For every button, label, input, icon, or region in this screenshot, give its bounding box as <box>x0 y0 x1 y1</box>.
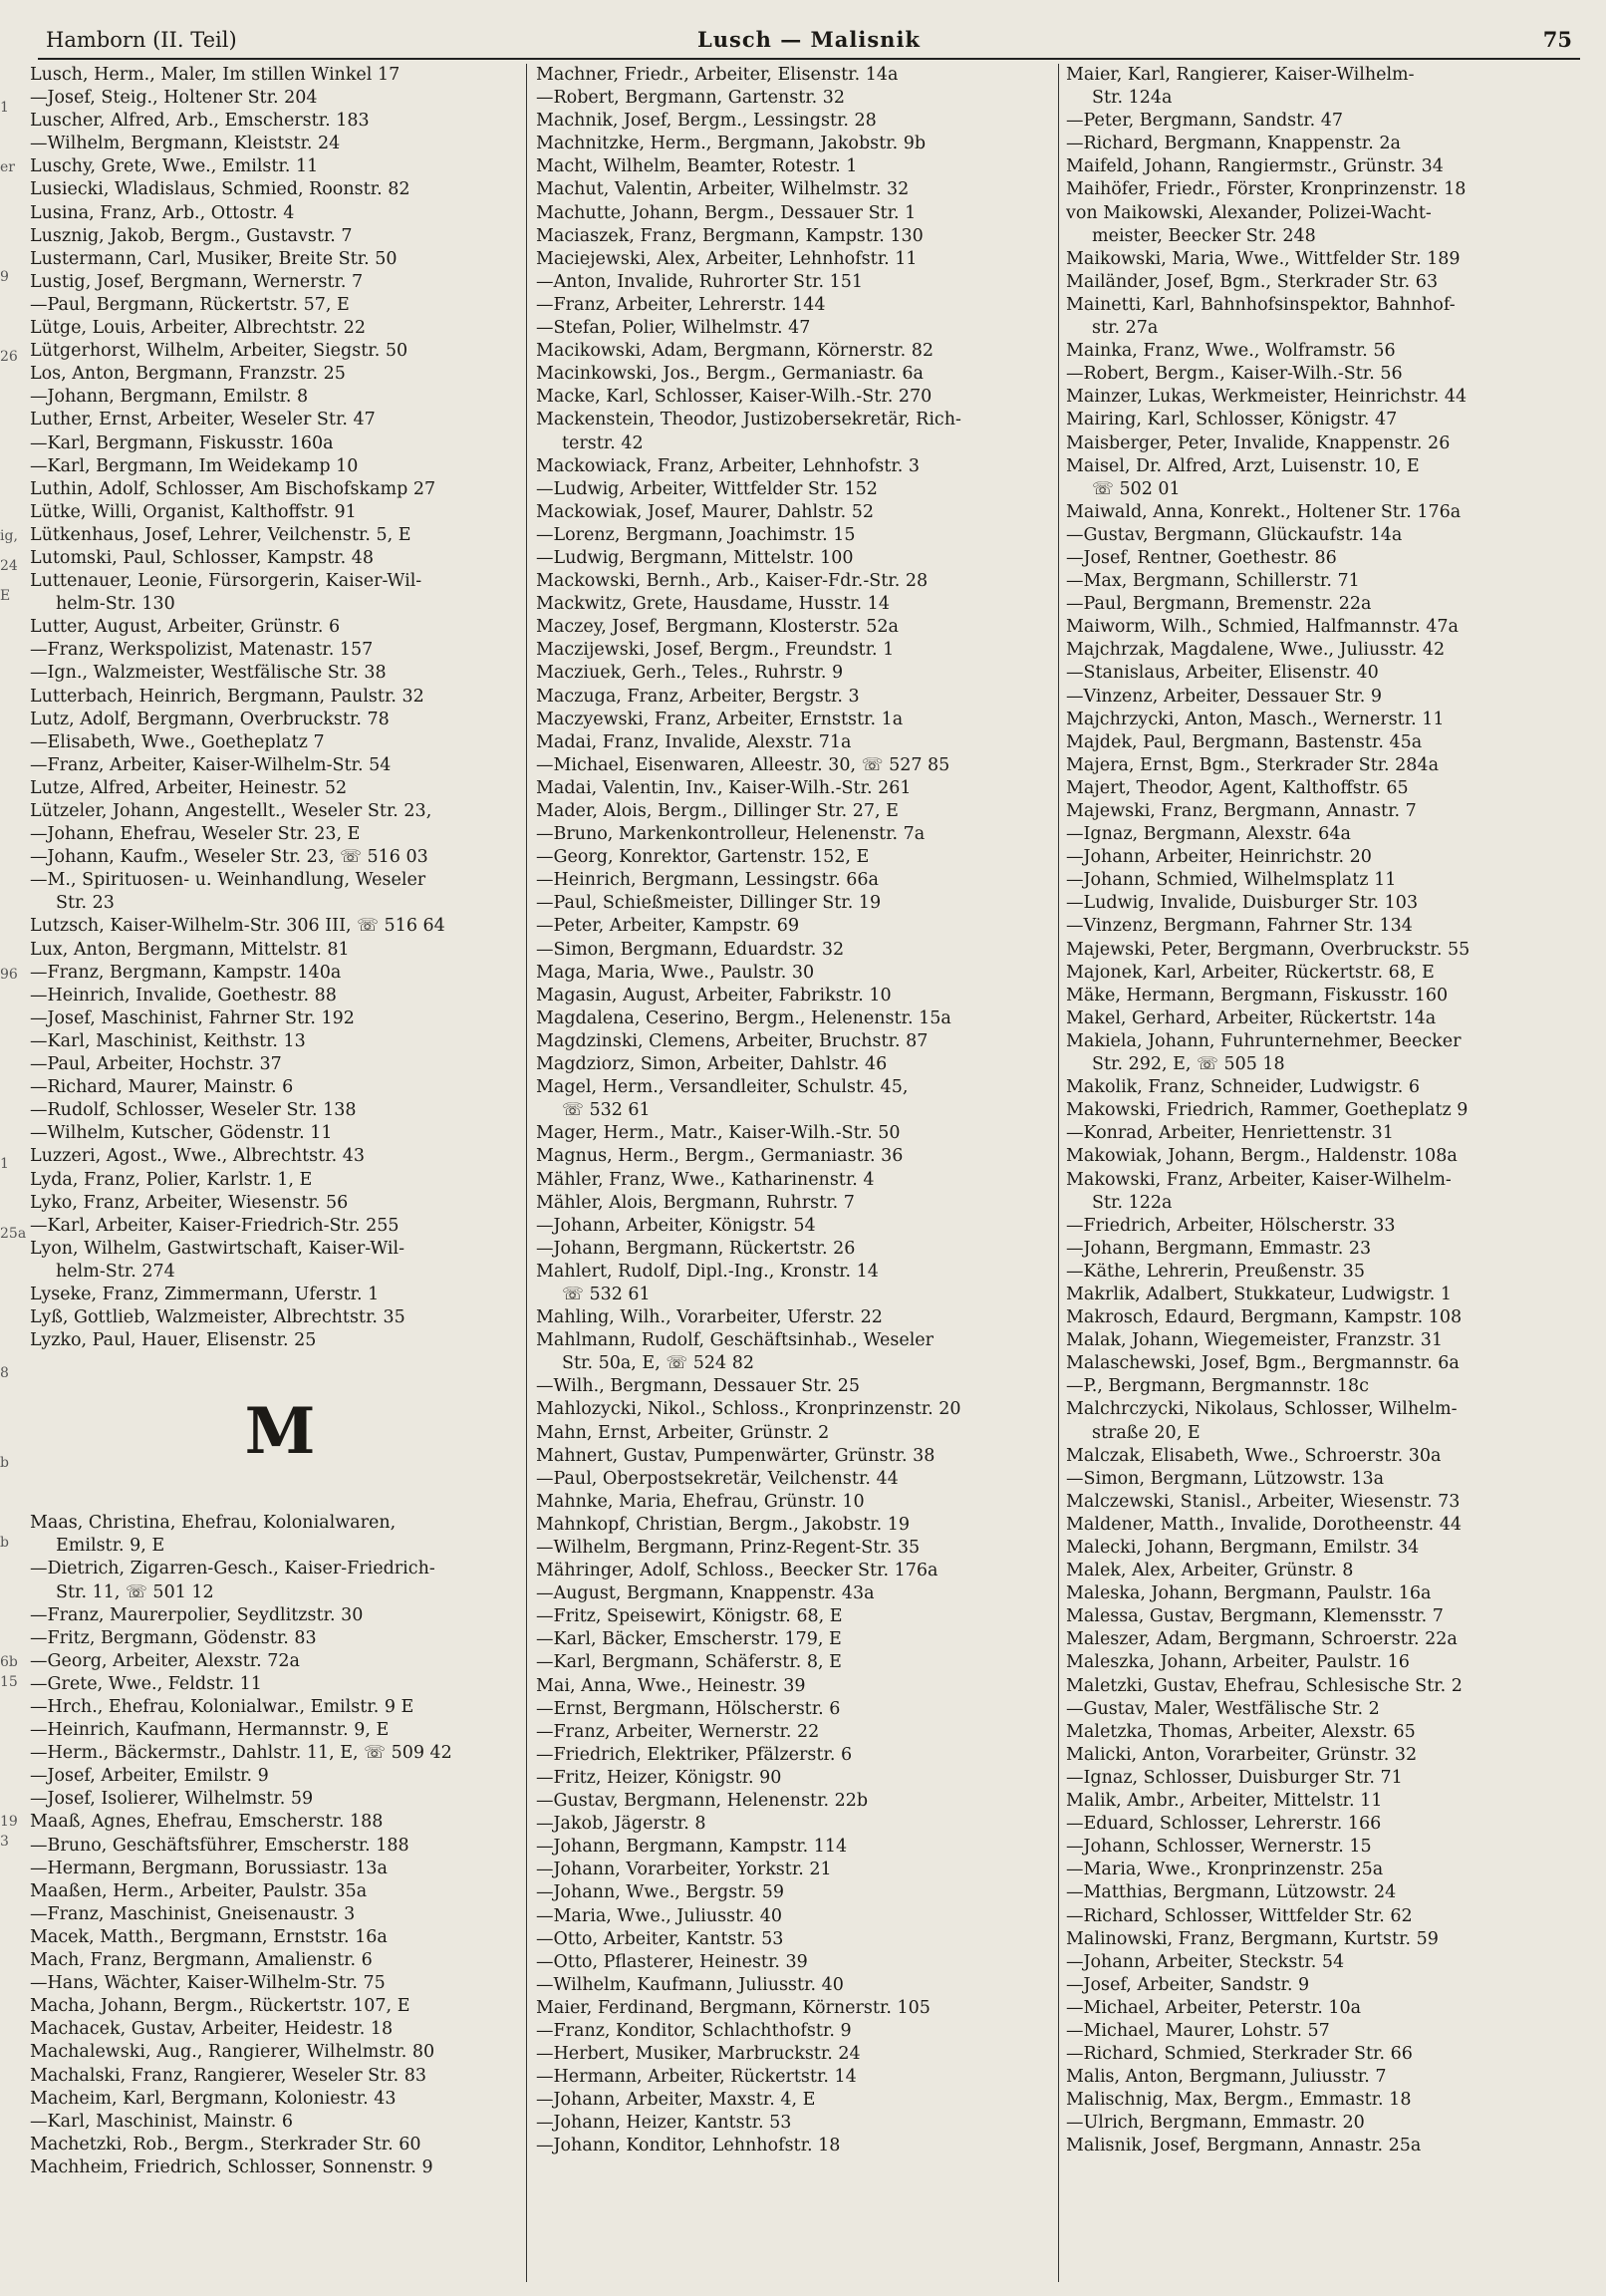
directory-entry: —Peter, Bergmann, Sandstr. 47 <box>1066 111 1344 132</box>
directory-entry: Magdziorz, Simon, Arbeiter, Dahlstr. 46 <box>536 1054 888 1075</box>
directory-entry: Macek, Matth., Bergmann, Ernststr. 16a <box>30 1926 388 1947</box>
directory-entry: Lyon, Wilhelm, Gastwirtschaft, Kaiser-Wil- <box>30 1238 405 1259</box>
directory-entry: Mader, Alois, Bergm., Dillinger Str. 27, E <box>536 801 899 821</box>
directory-entry: —Matthias, Bergmann, Lützowstr. 24 <box>1066 1882 1397 1903</box>
directory-entry: —Franz, Arbeiter, Wernerstr. 22 <box>536 1721 820 1742</box>
directory-entry: —Karl, Bergmann, Fiskusstr. 160a <box>30 432 334 453</box>
directory-entry: Maifeld, Johann, Rangiermstr., Grünstr. 34 <box>1066 156 1444 177</box>
directory-entry: —Johann, Arbeiter, Steckstr. 54 <box>1066 1951 1345 1972</box>
directory-entry: Lusina, Franz, Arb., Ottostr. 4 <box>30 202 295 223</box>
directory-entry: Macht, Wilhelm, Beamter, Rotestr. 1 <box>536 156 858 177</box>
section-letter: M <box>244 1394 316 1470</box>
directory-entry: —Johann, Arbeiter, Maxstr. 4, E <box>536 2090 816 2111</box>
directory-entry: —August, Bergmann, Knappenstr. 43a <box>536 1583 875 1604</box>
directory-entry: Magdalena, Ceserino, Bergm., Helenenstr. 15a <box>536 1007 951 1028</box>
directory-entry: —Karl, Bäcker, Emscherstr. 179, E <box>536 1629 842 1650</box>
directory-entry: Mahlmann, Rudolf, Geschäftsinhab., Weseler <box>536 1330 935 1351</box>
header-left: Hamborn (II. Teil) <box>46 28 237 52</box>
directory-entry: Malisnik, Josef, Bergmann, Annastr. 25a <box>1066 2136 1422 2156</box>
directory-entry: —Josef, Isolierer, Wilhelmstr. 59 <box>30 1789 314 1810</box>
directory-entry: —Elisabeth, Wwe., Goetheplatz 7 <box>30 731 325 752</box>
directory-entry: Majewski, Peter, Bergmann, Overbruckstr. 55 <box>1066 939 1471 960</box>
directory-entry: Emilstr. 9, E <box>56 1536 165 1557</box>
directory-entry: —Fritz, Speisewirt, Königstr. 68, E <box>536 1606 843 1627</box>
directory-entry: —Maria, Wwe., Juliusstr. 40 <box>536 1905 782 1926</box>
directory-entry: —Johann, Kaufm., Weseler Str. 23, ☏ 516 03 <box>30 847 428 868</box>
directory-entry: Luscher, Alfred, Arb., Emscherstr. 183 <box>30 111 370 132</box>
directory-entry: —Konrad, Arbeiter, Henriettenstr. 31 <box>1066 1123 1394 1144</box>
directory-entry: —Johann, Ehefrau, Weseler Str. 23, E <box>30 824 361 845</box>
directory-entry: Macziuek, Gerh., Teles., Ruhrstr. 9 <box>536 663 844 684</box>
directory-entry: —Karl, Bergmann, Schäferstr. 8, E <box>536 1652 842 1673</box>
directory-entry: —Ignaz, Bergmann, Alexstr. 64a <box>1066 824 1351 845</box>
directory-entry: Maier, Ferdinand, Bergmann, Körnerstr. 105 <box>536 1997 931 2018</box>
directory-entry: —Friedrich, Elektriker, Pfälzerstr. 6 <box>536 1744 853 1765</box>
directory-entry: Makowski, Friedrich, Rammer, Goetheplatz 9 <box>1066 1100 1469 1121</box>
directory-entry: Str. 124a <box>1092 88 1173 109</box>
directory-entry: Makel, Gerhard, Arbeiter, Rückertstr. 14a <box>1066 1007 1437 1028</box>
directory-entry: Lutzsch, Kaiser-Wilhelm-Str. 306 III, ☏ 516 64 <box>30 916 445 937</box>
directory-entry: —Ign., Walzmeister, Westfälische Str. 38 <box>30 663 387 684</box>
directory-entry: Lux, Anton, Bergmann, Mittelstr. 81 <box>30 939 350 960</box>
directory-entry: Mai, Anna, Wwe., Heinestr. 39 <box>536 1675 806 1696</box>
column-3-entries <box>1066 64 1584 2158</box>
margin-mark: E <box>0 588 11 604</box>
directory-entry: Malak, Johann, Wiegemeister, Franzstr. 31 <box>1066 1330 1443 1351</box>
directory-entry: —Simon, Bergmann, Eduardstr. 32 <box>536 939 845 960</box>
directory-entry: —Karl, Bergmann, Im Weidekamp 10 <box>30 455 359 476</box>
directory-entry: —Josef, Maschinist, Fahrner Str. 192 <box>30 1007 355 1028</box>
margin-mark: 25a <box>0 1226 27 1242</box>
left-margin-marks <box>0 60 27 2282</box>
directory-entry: —Max, Bergmann, Schillerstr. 71 <box>1066 571 1360 592</box>
directory-entry: —Karl, Maschinist, Mainstr. 6 <box>30 2111 294 2132</box>
directory-entry: Mähringer, Adolf, Schloss., Beecker Str. 176a <box>536 1561 938 1581</box>
directory-entry: —Ignaz, Schlosser, Duisburger Str. 71 <box>1066 1767 1403 1788</box>
directory-entry: Machheim, Friedrich, Schlosser, Sonnenstr. 9 <box>30 2156 433 2177</box>
directory-entry: Maczuga, Franz, Arbeiter, Bergstr. 3 <box>536 686 860 707</box>
column-1-m-entries <box>30 1512 530 2179</box>
directory-entry: Macke, Karl, Schlosser, Kaiser-Wilh.-Str. 270 <box>536 387 933 408</box>
directory-entry: —Karl, Maschinist, Keithstr. 13 <box>30 1030 306 1051</box>
directory-entry: Machnitzke, Herm., Bergmann, Jakobstr. 9b <box>536 134 927 154</box>
directory-entry: Lütkenhaus, Josef, Lehrer, Veilchenstr. 5, E <box>30 524 411 545</box>
margin-mark: ig, <box>0 528 18 544</box>
directory-entry: —Michael, Maurer, Lohstr. 57 <box>1066 2020 1330 2041</box>
directory-entry: —Wilhelm, Kutscher, Gödenstr. 11 <box>30 1123 333 1144</box>
directory-entry: ☏ 532 61 <box>562 1284 651 1304</box>
directory-entry: Malessa, Gustav, Bergmann, Klemensstr. 7 <box>1066 1606 1444 1627</box>
directory-entry: —Johann, Bergmann, Rückertstr. 26 <box>536 1238 856 1259</box>
directory-entry: Maihöfer, Friedr., Förster, Kronprinzenstr. 18 <box>1066 179 1467 200</box>
directory-entry: str. 27a <box>1092 318 1159 339</box>
margin-mark: b <box>0 1535 9 1551</box>
directory-entry: —Stefan, Polier, Wilhelmstr. 47 <box>536 318 811 339</box>
directory-entry: Maczyewski, Franz, Arbeiter, Ernststr. 1a <box>536 709 904 729</box>
directory-entry: Mahnkopf, Christian, Bergm., Jakobstr. 19 <box>536 1514 910 1535</box>
directory-entry: Maleszka, Johann, Arbeiter, Paulstr. 16 <box>1066 1652 1410 1673</box>
directory-entry: Mainetti, Karl, Bahnhofsinspektor, Bahnhof- <box>1066 294 1456 315</box>
directory-entry: —Franz, Werkspolizist, Matenastr. 157 <box>30 640 374 661</box>
directory-entry: —Fritz, Heizer, Königstr. 90 <box>536 1767 782 1788</box>
directory-entry: —Ludwig, Invalide, Duisburger Str. 103 <box>1066 893 1419 914</box>
directory-entry: —Johann, Bergmann, Kampstr. 114 <box>536 1837 848 1858</box>
directory-entry: Madai, Valentin, Inv., Kaiser-Wilh.-Str. 261 <box>536 777 912 798</box>
directory-entry: —Robert, Bergm., Kaiser-Wilh.-Str. 56 <box>1066 364 1403 385</box>
directory-entry: —Simon, Bergmann, Lützowstr. 13a <box>1066 1468 1385 1489</box>
directory-entry: Maletzka, Thomas, Arbeiter, Alexstr. 65 <box>1066 1721 1416 1742</box>
directory-entry: —Josef, Arbeiter, Emilstr. 9 <box>30 1766 269 1787</box>
directory-entry: —Franz, Bergmann, Kampstr. 140a <box>30 962 342 983</box>
directory-entry: —Ludwig, Bergmann, Mittelstr. 100 <box>536 547 854 568</box>
directory-entry: —Herm., Bäckermstr., Dahlstr. 11, E, ☏ 509 42 <box>30 1743 452 1764</box>
directory-entry: —Maria, Wwe., Kronprinzenstr. 25a <box>1066 1860 1384 1880</box>
directory-entry: —Franz, Arbeiter, Lehrerstr. 144 <box>536 294 826 315</box>
margin-mark: 1 <box>0 100 9 116</box>
directory-entry: —Käthe, Lehrerin, Preußenstr. 35 <box>1066 1261 1366 1282</box>
directory-entry: Malecki, Johann, Bergmann, Emilstr. 34 <box>1066 1538 1420 1558</box>
directory-entry: —Jakob, Jägerstr. 8 <box>536 1814 706 1835</box>
directory-entry: Magasin, August, Arbeiter, Fabrikstr. 10 <box>536 985 892 1005</box>
directory-entry: Mahlozycki, Nikol., Schloss., Kronprinzenstr. 20 <box>536 1399 961 1420</box>
directory-entry: Majchrzak, Magdalene, Wwe., Juliusstr. 42 <box>1066 640 1446 661</box>
directory-entry: Lyseke, Franz, Zimmermann, Uferstr. 1 <box>30 1284 380 1304</box>
column-1-entries <box>30 64 530 1352</box>
column-1 <box>30 64 530 2282</box>
margin-mark: 3 <box>0 1834 9 1850</box>
directory-entry: —Eduard, Schlosser, Lehrerstr. 166 <box>1066 1814 1382 1835</box>
page-header <box>38 22 1580 60</box>
directory-entry: —Franz, Maschinist, Gneisenaustr. 3 <box>30 1903 356 1924</box>
directory-entry: Malinowski, Franz, Bergmann, Kurtstr. 59 <box>1066 1928 1439 1949</box>
directory-entry: —Michael, Arbeiter, Peterstr. 10a <box>1066 1997 1362 2018</box>
directory-entry: —Georg, Arbeiter, Alexstr. 72a <box>30 1650 300 1671</box>
columns <box>30 64 1584 2282</box>
directory-entry: Mach, Franz, Bergmann, Amalienstr. 6 <box>30 1950 373 1971</box>
directory-entry: Malicki, Anton, Vorarbeiter, Grünstr. 32 <box>1066 1744 1418 1765</box>
directory-entry: —Wilhelm, Bergmann, Kleiststr. 24 <box>30 134 341 154</box>
directory-entry: —Hermann, Bergmann, Borussiastr. 13a <box>30 1858 388 1878</box>
directory-entry: —Johann, Konditor, Lehnhofstr. 18 <box>536 2136 841 2156</box>
column-2-entries <box>536 64 1056 2158</box>
directory-entry: Mähler, Franz, Wwe., Katharinenstr. 4 <box>536 1169 875 1190</box>
directory-entry: Machner, Friedr., Arbeiter, Elisenstr. 14a <box>536 65 899 85</box>
directory-entry: Maciejewski, Alex, Arbeiter, Lehnhofstr. 11 <box>536 248 918 269</box>
margin-mark: 26 <box>0 349 18 365</box>
directory-entry: Mahnert, Gustav, Pumpenwärter, Grünstr. 38 <box>536 1445 936 1466</box>
column-2 <box>536 64 1056 2282</box>
directory-entry: —Ludwig, Arbeiter, Wittfelder Str. 152 <box>536 478 878 499</box>
directory-entry: —Johann, Bergmann, Emmastr. 23 <box>1066 1238 1372 1259</box>
directory-entry: Madai, Franz, Invalide, Alexstr. 71a <box>536 731 852 752</box>
directory-entry: —Hermann, Arbeiter, Rückertstr. 14 <box>536 2067 857 2088</box>
directory-entry: Maaß, Agnes, Ehefrau, Emscherstr. 188 <box>30 1812 384 1833</box>
directory-entry: —Anton, Invalide, Ruhrorter Str. 151 <box>536 271 864 292</box>
page-number: 75 <box>1542 27 1572 52</box>
directory-entry: —Robert, Bergmann, Gartenstr. 32 <box>536 88 846 109</box>
directory-entry: Maczey, Josef, Bergmann, Klosterstr. 52a <box>536 617 899 638</box>
directory-entry: meister, Beecker Str. 248 <box>1092 225 1316 246</box>
directory-entry: Luzzeri, Agost., Wwe., Albrechtstr. 43 <box>30 1146 365 1167</box>
directory-entry: Malczak, Elisabeth, Wwe., Schroerstr. 30a <box>1066 1445 1442 1466</box>
directory-entry: Str. 11, ☏ 501 12 <box>56 1581 214 1602</box>
directory-entry: —Gustav, Bergmann, Glückaufstr. 14a <box>1066 524 1403 545</box>
directory-entry: Maleszer, Adam, Bergmann, Schroerstr. 22a <box>1066 1629 1458 1650</box>
directory-entry: Machnik, Josef, Bergm., Lessingstr. 28 <box>536 111 877 132</box>
directory-entry: —Johann, Wwe., Bergstr. 59 <box>536 1882 785 1903</box>
directory-entry: Maleska, Johann, Bergmann, Paulstr. 16a <box>1066 1583 1432 1604</box>
directory-entry: terstr. 42 <box>562 432 644 453</box>
directory-entry: —Peter, Arbeiter, Kampstr. 69 <box>536 916 800 937</box>
directory-entry: Machalewski, Aug., Rangierer, Wilhelmstr. 80 <box>30 2042 435 2063</box>
directory-entry: —Franz, Konditor, Schlachthofstr. 9 <box>536 2020 852 2041</box>
directory-entry: —Johann, Bergmann, Emilstr. 8 <box>30 387 309 408</box>
directory-entry: Makrosch, Edaurd, Bergmann, Kampstr. 108 <box>1066 1307 1463 1328</box>
directory-entry: Lützeler, Johann, Angestellt., Weseler Str. 23, <box>30 801 432 821</box>
directory-entry: Mackowski, Bernh., Arb., Kaiser-Fdr.-Str. 28 <box>536 571 929 592</box>
column-3 <box>1066 64 1584 2282</box>
directory-entry: Malis, Anton, Bergmann, Juliusstr. 7 <box>1066 2067 1387 2088</box>
margin-mark: 19 <box>0 1814 18 1830</box>
directory-entry: —Paul, Arbeiter, Hochstr. 37 <box>30 1054 282 1075</box>
directory-entry: Malischnig, Max, Bergm., Emmastr. 18 <box>1066 2090 1412 2111</box>
directory-entry: Mahlert, Rudolf, Dipl.-Ing., Kronstr. 14 <box>536 1261 879 1282</box>
directory-entry: —Otto, Arbeiter, Kantstr. 53 <box>536 1928 784 1949</box>
directory-entry: Majonek, Karl, Arbeiter, Rückertstr. 68, E <box>1066 962 1435 983</box>
directory-entry: Mainzer, Lukas, Werkmeister, Heinrichstr. 44 <box>1066 387 1468 408</box>
directory-entry: Lustig, Josef, Bergmann, Wernerstr. 7 <box>30 271 364 292</box>
directory-entry: Makowski, Franz, Arbeiter, Kaiser-Wilhelm- <box>1066 1169 1452 1190</box>
margin-mark: 96 <box>0 967 18 983</box>
directory-entry: —Wilhelm, Bergmann, Prinz-Regent-Str. 35 <box>536 1538 921 1558</box>
directory-entry: —Wilhelm, Kaufmann, Juliusstr. 40 <box>536 1974 844 1995</box>
directory-entry: Mackenstein, Theodor, Justizobersekretär, Rich- <box>536 410 961 430</box>
directory-entry: Machut, Valentin, Arbeiter, Wilhelmstr. 32 <box>536 179 910 200</box>
directory-entry: —Wilh., Bergmann, Dessauer Str. 25 <box>536 1376 861 1397</box>
directory-entry: Macha, Johann, Bergm., Rückertstr. 107, E <box>30 1996 410 2017</box>
directory-entry: —Ernst, Bergmann, Hölscherstr. 6 <box>536 1698 841 1719</box>
directory-entry: Maier, Karl, Rangierer, Kaiser-Wilhelm- <box>1066 65 1415 85</box>
directory-entry: Lustermann, Carl, Musiker, Breite Str. 50 <box>30 248 398 269</box>
directory-entry: Maga, Maria, Wwe., Paulstr. 30 <box>536 962 815 983</box>
directory-entry: Mähler, Alois, Bergmann, Ruhrstr. 7 <box>536 1192 855 1213</box>
directory-entry: von Maikowski, Alexander, Polizei-Wacht- <box>1066 202 1432 223</box>
directory-entry: Lutze, Alfred, Arbeiter, Heinestr. 52 <box>30 777 348 798</box>
directory-entry: Maisberger, Peter, Invalide, Knappenstr. 26 <box>1066 432 1451 453</box>
directory-entry: Majewski, Franz, Bergmann, Annastr. 7 <box>1066 801 1417 821</box>
directory-entry: Lütke, Willi, Organist, Kalthoffstr. 91 <box>30 501 357 522</box>
directory-entry: ☏ 502 01 <box>1092 478 1181 499</box>
directory-entry: Makowiak, Johann, Bergm., Haldenstr. 108a <box>1066 1146 1458 1167</box>
directory-entry: Str. 50a, E, ☏ 524 82 <box>562 1353 754 1374</box>
directory-entry: —P., Bergmann, Bergmannstr. 18c <box>1066 1376 1369 1397</box>
margin-mark: 6b <box>0 1654 18 1670</box>
directory-entry: Macikowski, Adam, Bergmann, Körnerstr. 82 <box>536 341 934 362</box>
directory-entry: —Hans, Wächter, Kaiser-Wilhelm-Str. 75 <box>30 1973 386 1994</box>
margin-mark: 9 <box>0 269 9 285</box>
directory-entry: Mahnke, Maria, Ehefrau, Grünstr. 10 <box>536 1491 865 1512</box>
margin-mark: 1 <box>0 1156 9 1172</box>
directory-entry: Mackwitz, Grete, Hausdame, Husstr. 14 <box>536 594 890 615</box>
directory-entry: —Josef, Rentner, Goethestr. 86 <box>1066 547 1337 568</box>
directory-entry: Lutz, Adolf, Bergmann, Overbruckstr. 78 <box>30 709 390 729</box>
directory-entry: —Bruno, Geschäftsführer, Emscherstr. 188 <box>30 1835 409 1856</box>
directory-entry: Lütgerhorst, Wilhelm, Arbeiter, Siegstr. 50 <box>30 341 408 362</box>
directory-entry: Magel, Herm., Versandleiter, Schulstr. 45, <box>536 1077 909 1098</box>
directory-entry: Lyda, Franz, Polier, Karlstr. 1, E <box>30 1169 313 1190</box>
directory-entry: helm-Str. 274 <box>56 1261 175 1282</box>
directory-entry: Mahling, Wilh., Vorarbeiter, Uferstr. 22 <box>536 1307 883 1328</box>
directory-entry: Str. 23 <box>56 893 115 914</box>
directory-entry: —Vinzenz, Bergmann, Fahrner Str. 134 <box>1066 916 1413 937</box>
margin-mark: b <box>0 1455 9 1471</box>
directory-entry: —Josef, Steig., Holtener Str. 204 <box>30 88 318 109</box>
directory-entry: Magdzinski, Clemens, Arbeiter, Bruchstr. 87 <box>536 1030 929 1051</box>
directory-entry: —Franz, Arbeiter, Kaiser-Wilhelm-Str. 54 <box>30 754 392 775</box>
directory-entry: Maas, Christina, Ehefrau, Kolonialwaren, <box>30 1513 397 1534</box>
directory-entry: Malek, Alex, Arbeiter, Grünstr. 8 <box>1066 1561 1354 1581</box>
directory-entry: Mackowiack, Franz, Arbeiter, Lehnhofstr. 3 <box>536 455 921 476</box>
directory-entry: Lyko, Franz, Arbeiter, Wiesenstr. 56 <box>30 1192 349 1213</box>
directory-entry: Maczijewski, Josef, Bergm., Freundstr. 1 <box>536 640 895 661</box>
directory-entry: Malczewski, Stanisl., Arbeiter, Wiesenstr. 73 <box>1066 1491 1461 1512</box>
directory-entry: Majchrzycki, Anton, Masch., Wernerstr. 11 <box>1066 709 1445 729</box>
directory-entry: Luther, Ernst, Arbeiter, Weseler Str. 47 <box>30 410 376 430</box>
directory-entry: —Friedrich, Arbeiter, Hölscherstr. 33 <box>1066 1215 1396 1236</box>
directory-entry: Maaßen, Herm., Arbeiter, Paulstr. 35a <box>30 1880 368 1901</box>
directory-entry: —Josef, Arbeiter, Sandstr. 9 <box>1066 1974 1310 1995</box>
directory-entry: Majert, Theodor, Agent, Kalthoffstr. 65 <box>1066 777 1409 798</box>
header-title: Lusch — Malisnik <box>697 27 921 52</box>
directory-entry: —Heinrich, Invalide, Goethestr. 88 <box>30 985 337 1005</box>
directory-entry: —Vinzenz, Arbeiter, Dessauer Str. 9 <box>1066 686 1383 707</box>
directory-entry: Magnus, Herm., Bergm., Germaniastr. 36 <box>536 1146 904 1167</box>
directory-entry: —Ulrich, Bergmann, Emmastr. 20 <box>1066 2113 1365 2134</box>
margin-mark: 8 <box>0 1365 9 1381</box>
directory-entry: Makolik, Franz, Schneider, Ludwigstr. 6 <box>1066 1077 1420 1098</box>
directory-entry: Macheim, Karl, Bergmann, Koloniestr. 43 <box>30 2088 397 2109</box>
directory-entry: —Johann, Schmied, Wilhelmsplatz 11 <box>1066 870 1397 891</box>
directory-entry: Majdek, Paul, Bergmann, Bastenstr. 45a <box>1066 731 1423 752</box>
directory-entry: Str. 292, E, ☏ 505 18 <box>1092 1054 1285 1075</box>
directory-entry: Machalski, Franz, Rangierer, Weseler Str. 83 <box>30 2065 427 2086</box>
directory-entry: —Bruno, Markenkontrolleur, Helenenstr. 7a <box>536 824 926 845</box>
directory-entry: —Dietrich, Zigarren-Gesch., Kaiser-Friedrich- <box>30 1559 435 1579</box>
directory-entry: —Lorenz, Bergmann, Joachimstr. 15 <box>536 524 856 545</box>
directory-entry: —Heinrich, Bergmann, Lessingstr. 66a <box>536 870 879 891</box>
directory-entry: —Stanislaus, Arbeiter, Elisenstr. 40 <box>1066 663 1379 684</box>
directory-entry: Mairing, Karl, Schlosser, Königstr. 47 <box>1066 410 1398 430</box>
directory-entry: Mackowiak, Josef, Maurer, Dahlstr. 52 <box>536 501 874 522</box>
directory-entry: —Richard, Schmied, Sterkrader Str. 66 <box>1066 2044 1413 2065</box>
directory-entry: —Johann, Vorarbeiter, Yorkstr. 21 <box>536 1860 832 1880</box>
directory-entry: Maiworm, Wilh., Schmied, Halfmannstr. 47a <box>1066 617 1459 638</box>
directory-entry: Lyß, Gottlieb, Walzmeister, Albrechtstr. 35 <box>30 1307 405 1328</box>
directory-entry: —Johann, Arbeiter, Königstr. 54 <box>536 1215 816 1236</box>
directory-entry: Malik, Ambr., Arbeiter, Mittelstr. 11 <box>1066 1791 1383 1812</box>
directory-entry: —Paul, Oberpostsekretär, Veilchenstr. 44 <box>536 1468 899 1489</box>
directory-entry: Malaschewski, Josef, Bgm., Bergmannstr. 6a <box>1066 1353 1460 1374</box>
directory-entry: Lütge, Louis, Arbeiter, Albrechtstr. 22 <box>30 318 366 339</box>
directory-entry: Lusznig, Jakob, Bergm., Gustavstr. 7 <box>30 225 353 246</box>
directory-entry: Lutterbach, Heinrich, Bergmann, Paulstr. 32 <box>30 686 424 707</box>
directory-entry: —Richard, Bergmann, Knappenstr. 2a <box>1066 134 1401 154</box>
directory-entry: —Paul, Bergmann, Rückertstr. 57, E <box>30 294 350 315</box>
directory-entry: Mahn, Ernst, Arbeiter, Grünstr. 2 <box>536 1422 830 1443</box>
directory-entry: —Grete, Wwe., Feldstr. 11 <box>30 1673 262 1694</box>
directory-entry: —Franz, Maurerpolier, Seydlitzstr. 30 <box>30 1604 364 1625</box>
directory-entry: Mailänder, Josef, Bgm., Sterkrader Str. 63 <box>1066 271 1439 292</box>
directory-entry: Machutte, Johann, Bergm., Dessauer Str. 1 <box>536 202 917 223</box>
directory-entry: Machacek, Gustav, Arbeiter, Heidestr. 18 <box>30 2019 394 2040</box>
directory-entry: —Otto, Pflasterer, Heinestr. 39 <box>536 1951 808 1972</box>
directory-entry: Malchrczycki, Nikolaus, Schlosser, Wilhelm- <box>1066 1399 1458 1420</box>
directory-entry: Lutomski, Paul, Schlosser, Kampstr. 48 <box>30 547 375 568</box>
directory-entry: Maikowski, Maria, Wwe., Wittfelder Str. 189 <box>1066 248 1461 269</box>
directory-entry: Lusch, Herm., Maler, Im stillen Winkel 17 <box>30 65 401 85</box>
directory-entry: —Fritz, Bergmann, Gödenstr. 83 <box>30 1627 317 1648</box>
directory-entry: —Michael, Eisenwaren, Alleestr. 30, ☏ 527 85 <box>536 754 950 775</box>
directory-entry: Luthin, Adolf, Schlosser, Am Bischofskamp 27 <box>30 478 436 499</box>
directory-entry: —Rudolf, Schlosser, Weseler Str. 138 <box>30 1100 357 1121</box>
directory-entry: Lyzko, Paul, Hauer, Elisenstr. 25 <box>30 1330 317 1351</box>
directory-entry: Luttenauer, Leonie, Fürsorgerin, Kaiser-Wil- <box>30 571 422 592</box>
directory-entry: —Herbert, Musiker, Marbruckstr. 24 <box>536 2044 861 2065</box>
directory-entry: Mäke, Hermann, Bergmann, Fiskusstr. 160 <box>1066 985 1449 1005</box>
margin-mark: 24 <box>0 558 18 574</box>
directory-entry: —M., Spirituosen- u. Weinhandlung, Weseler <box>30 870 426 891</box>
directory-entry: —Heinrich, Kaufmann, Hermannstr. 9, E <box>30 1720 390 1741</box>
directory-entry: Maiwald, Anna, Konrekt., Holtener Str. 176a <box>1066 501 1462 522</box>
directory-entry: Str. 122a <box>1092 1192 1173 1213</box>
directory-entry: Maldener, Matth., Invalide, Dorotheenstr. 44 <box>1066 1514 1463 1535</box>
directory-entry: —Paul, Schießmeister, Dillinger Str. 19 <box>536 893 882 914</box>
directory-entry: —Karl, Arbeiter, Kaiser-Friedrich-Str. 255 <box>30 1215 400 1236</box>
directory-entry: Maciaszek, Franz, Bergmann, Kampstr. 130 <box>536 225 924 246</box>
margin-mark: er <box>0 159 15 175</box>
directory-entry: —Gustav, Maler, Westfälische Str. 2 <box>1066 1698 1380 1719</box>
directory-entry: —Johann, Arbeiter, Heinrichstr. 20 <box>1066 847 1372 868</box>
directory-entry: Makrlik, Adalbert, Stukkateur, Ludwigstr. 1 <box>1066 1284 1452 1304</box>
directory-entry: Maletzki, Gustav, Ehefrau, Schlesische Str. 2 <box>1066 1675 1463 1696</box>
directory-entry: Machetzki, Rob., Bergm., Sterkrader Str. 60 <box>30 2134 421 2154</box>
directory-entry: —Paul, Bergmann, Bremenstr. 22a <box>1066 594 1372 615</box>
directory-entry: ☏ 532 61 <box>562 1100 651 1121</box>
directory-entry: Mainka, Franz, Wwe., Wolframstr. 56 <box>1066 341 1396 362</box>
directory-entry: Macinkowski, Jos., Bergm., Germaniastr. 6a <box>536 364 924 385</box>
directory-entry: —Gustav, Bergmann, Helenenstr. 22b <box>536 1791 869 1812</box>
directory-entry: —Georg, Konrektor, Gartenstr. 152, E <box>536 847 870 868</box>
directory-entry: Lutter, August, Arbeiter, Grünstr. 6 <box>30 617 341 638</box>
directory-entry: Maisel, Dr. Alfred, Arzt, Luisenstr. 10, E <box>1066 455 1420 476</box>
directory-entry: Lusiecki, Wladislaus, Schmied, Roonstr. 82 <box>30 179 410 200</box>
directory-entry: Luschy, Grete, Wwe., Emilstr. 11 <box>30 156 319 177</box>
directory-entry: Majera, Ernst, Bgm., Sterkrader Str. 284a <box>1066 754 1440 775</box>
directory-entry: Mager, Herm., Matr., Kaiser-Wilh.-Str. 50 <box>536 1123 901 1144</box>
directory-entry: Makiela, Johann, Fuhrunternehmer, Beecker <box>1066 1030 1462 1051</box>
margin-mark: 15 <box>0 1674 18 1690</box>
directory-entry: straße 20, E <box>1092 1422 1201 1443</box>
directory-entry: —Johann, Heizer, Kantstr. 53 <box>536 2113 792 2134</box>
directory-entry: —Hrch., Ehefrau, Kolonialwar., Emilstr. 9 E <box>30 1697 414 1717</box>
directory-entry: —Richard, Maurer, Mainstr. 6 <box>30 1077 294 1098</box>
directory-entry: helm-Str. 130 <box>56 594 175 615</box>
directory-entry: —Johann, Schlosser, Wernerstr. 15 <box>1066 1837 1372 1858</box>
directory-entry: —Richard, Schlosser, Wittfelder Str. 62 <box>1066 1905 1413 1926</box>
directory-entry: Los, Anton, Bergmann, Franzstr. 25 <box>30 364 346 385</box>
